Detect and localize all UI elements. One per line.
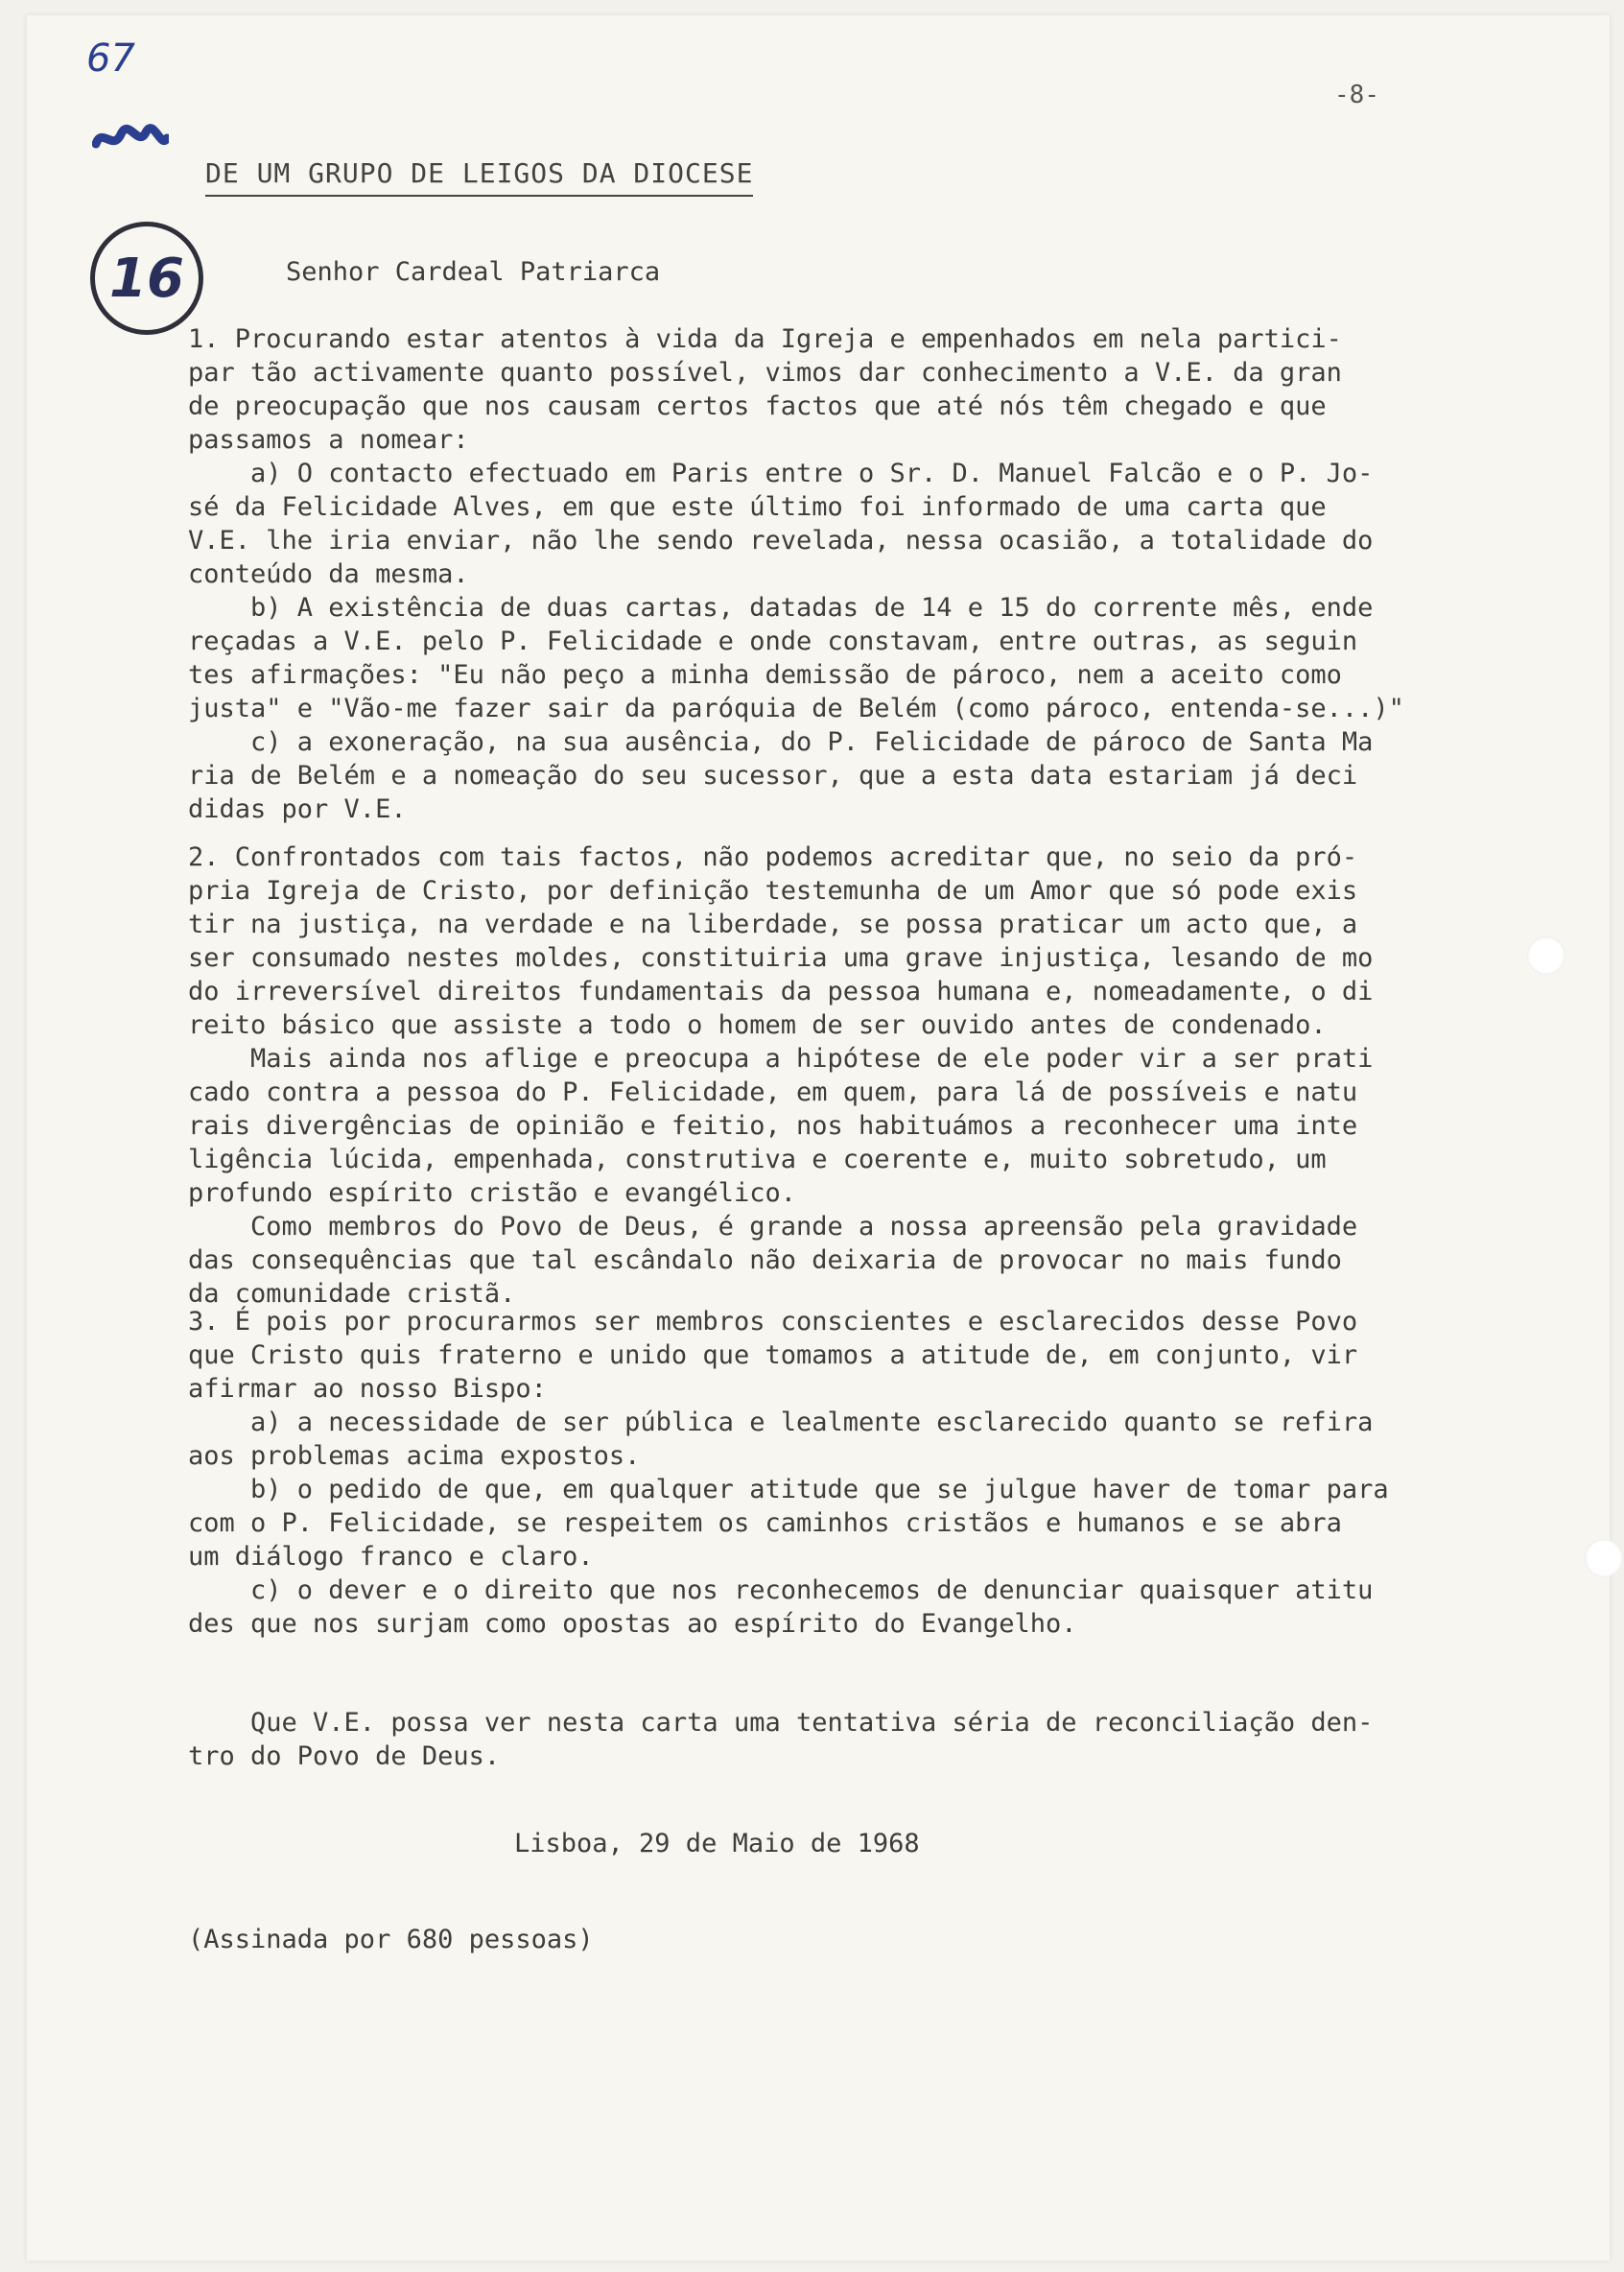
place-date: Lisboa, 29 de Maio de 1968 bbox=[514, 1829, 920, 1858]
page-number: -8- bbox=[1334, 81, 1379, 109]
punch-hole bbox=[1585, 1539, 1623, 1577]
paragraph-3: 3. É pois por procurarmos ser membros conscientes e esclarecidos desse Povo que Cristo quis fraterno e unido que tomamos a atitude de, em conjunto, vir afirmar ao nosso Bispo: a) a necessidade de ser pública e lealmente esclarecido quanto se refira aos problemas acima expostos. b) o pedido de que, em qualquer atitude que se julgue haver de tomar para com o P. Felicidade, se respeitem os caminhos cristãos e humanos e se abra um diálogo franco e claro. c) o dever e o direito que nos reconhecemos de denunciar quaisquer atitu des que nos surjam como opostas ao espírito do Evangelho. bbox=[188, 1307, 1389, 1639]
paragraph-1: 1. Procurando estar atentos à vida da Igreja e empenhados em nela partici- par tão activamente quanto possível, vimos dar conhecimento a V.E. da gran de preocupação que nos causam certos factos que até nós têm chegado e que passamos a nomear: a) O contacto efectuado em Paris entre o Sr. D. Manuel Falcão e o P. Jo- sé da Felicidade Alves, em que este último foi informado de uma carta que V.E. lhe iria enviar, não lhe sendo revelada, nessa ocasião, a totalidade do conteúdo da mesma. b) A existência de duas cartas, datadas de 14 e 15 do corrente mês, ende reçadas a V.E. pelo P. Felicidade e onde constavam, entre outras, as seguin tes afirmações: "Eu não peço a minha demissão de pároco, nem a aceito como justa" e "Vão-me fazer sair da paróquia de Belém (como pároco, entenda-se...)" c) a exoneração, na sua ausência, do P. Felicidade de pároco de Santa Ma ria de Belém e a nomeação do seu sucessor, que a esta data estariam já deci didas por V.E. bbox=[188, 324, 1404, 824]
signature-note: (Assinada por 680 pessoas) bbox=[188, 1925, 594, 1954]
document-page bbox=[27, 15, 1610, 2260]
circled-number: 16 bbox=[90, 222, 203, 335]
punch-hole bbox=[1527, 936, 1565, 975]
scribble-mark-icon bbox=[92, 119, 169, 157]
closing-paragraph: Que V.E. possa ver nesta carta uma tentativa séria de reconciliação den- tro do Povo de Deus. bbox=[188, 1708, 1374, 1771]
paragraph-2: 2. Confrontados com tais factos, não podemos acreditar que, no seio da pró- pria Igreja de Cristo, por definição testemunha de um Amor que só pode exis tir na justiça, na verdade e na liberdade, se possa praticar um acto que, a ser consumado nestes moldes, constituiria uma grave injustiça, lesando de mo do irreversível direitos fundamentais da pessoa humana e, nomeadamente, o di reito básico que assiste a todo o homem de ser ouvido antes de condenado. Mais ainda nos aflige e preocupa a hipótese de ele poder vir a ser prati cado contra a pessoa do P. Felicidade, em quem, para lá de possíveis e natu rais divergências de opinião e feitio, nos habituámos a reconhecer uma inte ligência lúcida, empenhada, construtiva e coerente e, muito sobretudo, um profundo espírito cristão e evangélico. Como membros do Povo de Deus, é grande a nossa apreensão pela gravidade das consequências que tal escândalo não deixaria de provocar no mais fundo da comunidade cristã. bbox=[188, 842, 1374, 1309]
document-heading: DE UM GRUPO DE LEIGOS DA DIOCESE bbox=[205, 157, 753, 197]
salutation: Senhor Cardeal Patriarca bbox=[286, 257, 661, 287]
handwritten-number: 67 bbox=[86, 36, 135, 81]
